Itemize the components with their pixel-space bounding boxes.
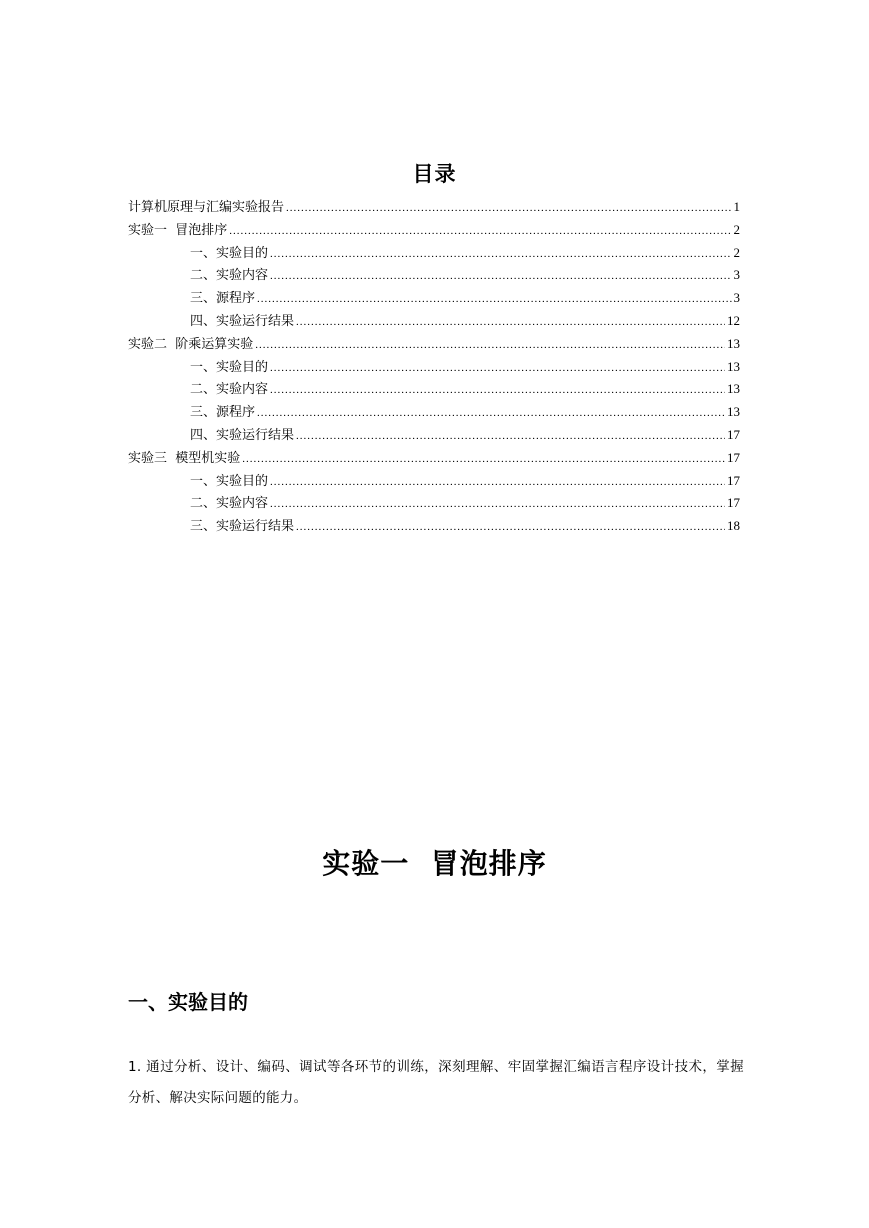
toc-leader-dots [255, 334, 725, 357]
toc-leader-dots [286, 197, 731, 220]
toc-entry-text: 四、实验运行结果 [190, 427, 295, 443]
toc-entry-page: 13 [727, 358, 740, 374]
toc-entry-text: 二、实验内容 [190, 382, 269, 398]
toc-entry-page: 17 [727, 495, 740, 511]
toc-entry-page: 2 [733, 221, 740, 237]
toc-entry[interactable] [128, 333, 740, 356]
toc-entry-text: 一、实验目的 [190, 245, 269, 261]
toc-entry-text: 实验二 阶乘运算实验 [128, 336, 254, 352]
toc-entry-text: 四、实验运行结果 [190, 313, 295, 329]
toc-entry[interactable] [128, 219, 740, 242]
table-of-contents [128, 196, 740, 538]
toc-entry-text: 三、实验运行结果 [190, 519, 295, 535]
toc-entry-text: 三、源程序 [190, 405, 256, 421]
toc-entry-page: 1 [733, 199, 740, 214]
toc-entry-page: 2 [733, 244, 740, 260]
toc-leader-dots [270, 357, 725, 380]
toc-entry-text: 实验三 模型机实验 [128, 450, 241, 466]
toc-entry-page: 3 [733, 290, 740, 306]
toc-entry-page: 17 [727, 449, 740, 465]
toc-entry-page: 17 [727, 472, 740, 488]
toc-entry-page: 13 [727, 404, 740, 420]
toc-leader-dots [270, 379, 725, 402]
toc-entry-text: 三、源程序 [190, 291, 256, 307]
toc-entry[interactable] [128, 492, 740, 515]
toc-entry[interactable] [128, 264, 740, 287]
toc-entry[interactable] [128, 470, 740, 493]
toc-leader-dots [242, 448, 725, 471]
toc-leader-dots [257, 288, 731, 311]
toc-leader-dots [296, 516, 725, 539]
toc-entry-page: 13 [727, 335, 740, 351]
toc-leader-dots [270, 471, 725, 494]
toc-title: 目录 [412, 162, 457, 186]
section-heading: 一、实验目的 [128, 990, 248, 1014]
toc-entry-page: 13 [727, 381, 740, 397]
toc-entry[interactable] [128, 515, 740, 538]
toc-entry[interactable] [128, 287, 740, 310]
toc-entry-page: 12 [727, 312, 740, 328]
toc-leader-dots [296, 311, 725, 334]
toc-entry-page: 17 [727, 426, 740, 442]
toc-entry-text: 一、实验目的 [190, 359, 269, 375]
toc-entry[interactable] [128, 310, 740, 333]
toc-entry-page: 3 [733, 267, 740, 283]
body-paragraph: 1. 通过分析、设计、编码、调试等各环节的训练，深刻理解、牢固掌握汇编语言程序设计技术，掌握分析、解决实际问题的能力。 [128, 1059, 744, 1106]
toc-leader-dots [296, 425, 725, 448]
toc-entry[interactable] [128, 424, 740, 447]
toc-entry-text: 二、实验内容 [190, 496, 269, 512]
chapter-title: 实验一 冒泡排序 [322, 847, 547, 880]
toc-entry[interactable] [128, 356, 740, 379]
toc-entry[interactable] [128, 196, 740, 219]
toc-entry-text: 实验一 冒泡排序 [128, 222, 228, 238]
toc-entry-page: 18 [727, 518, 740, 534]
toc-entry-text: 一、实验目的 [190, 473, 269, 489]
toc-entry[interactable] [128, 447, 740, 470]
toc-leader-dots [270, 265, 731, 288]
toc-entry[interactable] [128, 242, 740, 265]
toc-leader-dots [270, 243, 731, 266]
toc-leader-dots [257, 402, 725, 425]
toc-entry[interactable] [128, 401, 740, 424]
toc-leader-dots [229, 220, 731, 243]
toc-leader-dots [270, 493, 725, 516]
toc-entry[interactable] [128, 378, 740, 401]
toc-entry-text: 计算机原理与汇编实验报告 [128, 200, 285, 215]
toc-entry-text: 二、实验内容 [190, 268, 269, 284]
